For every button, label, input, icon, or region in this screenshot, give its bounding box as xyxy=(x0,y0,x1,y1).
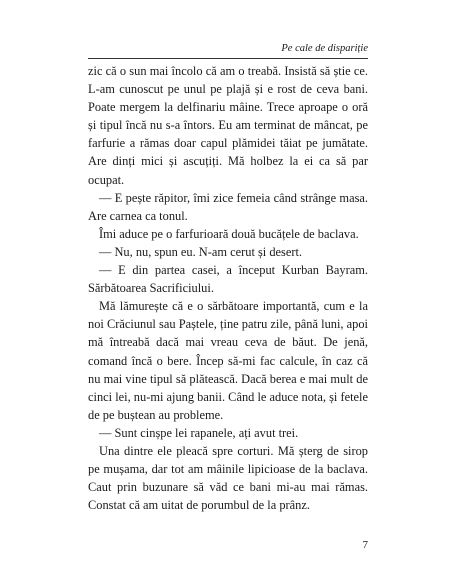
page-number: 7 xyxy=(362,539,368,551)
running-title: Pe cale de dispariție xyxy=(281,43,368,54)
paragraph: — Sunt cinșpe lei rapanele, ați avut trei. xyxy=(99,425,299,440)
header-rule xyxy=(88,58,368,59)
paragraph: — E din partea casei, a început Kurban Bayram. Sărbătoarea Sacrificiului. xyxy=(88,263,368,296)
paragraph: — Nu, nu, spun eu. N-am cerut și desert. xyxy=(99,244,303,259)
body-text xyxy=(88,62,368,514)
paragraph: Una dintre ele pleacă spre corturi. Mă șterg de sirop pe mușama, dar tot am mâinile lipicioase de la baclava. Caut prin buzunare să văd ce bani mi-au mai rămas. Constat că am uitat de porumbul de la prânz. xyxy=(88,443,368,513)
paragraph: Îmi aduce pe o farfurioară două bucățele de baclava. xyxy=(99,226,359,241)
paragraph: zic că o sun mai încolo că am o treabă. Insistă să știe ce. L-am cunoscut pe unul pe plajă și e rost de ceva bani. Poate mergem la delfinariu mâine. Trece aproape o oră și tipul încă nu s-a întors. Eu am terminat de mâncat, pe farfurie a rămas doar capul plămidei tăiat pe jumătate. Are dinți mici și ascuțiți. Mă holbez la ei ca să par ocupat. xyxy=(88,64,368,187)
paragraph: — E pește răpitor, îmi zice femeia când strânge masa. Are carnea ca tonul. xyxy=(88,190,368,223)
paragraph: Mă lămurește că e o sărbătoare importantă, cum e la noi Crăciunul sau Paștele, ține patru zile, până luni, apoi mă întreabă dacă mai vreau ceva de băut. De jenă, comand încă o bere. Încep să-mi fac calcule, în caz că nu mai vine tipul să plătească. Dacă berea e mai mult de cinci lei, nu-mi ajung banii. Când le aduce nota, și fetele de pe buștean au probleme. xyxy=(88,299,368,422)
